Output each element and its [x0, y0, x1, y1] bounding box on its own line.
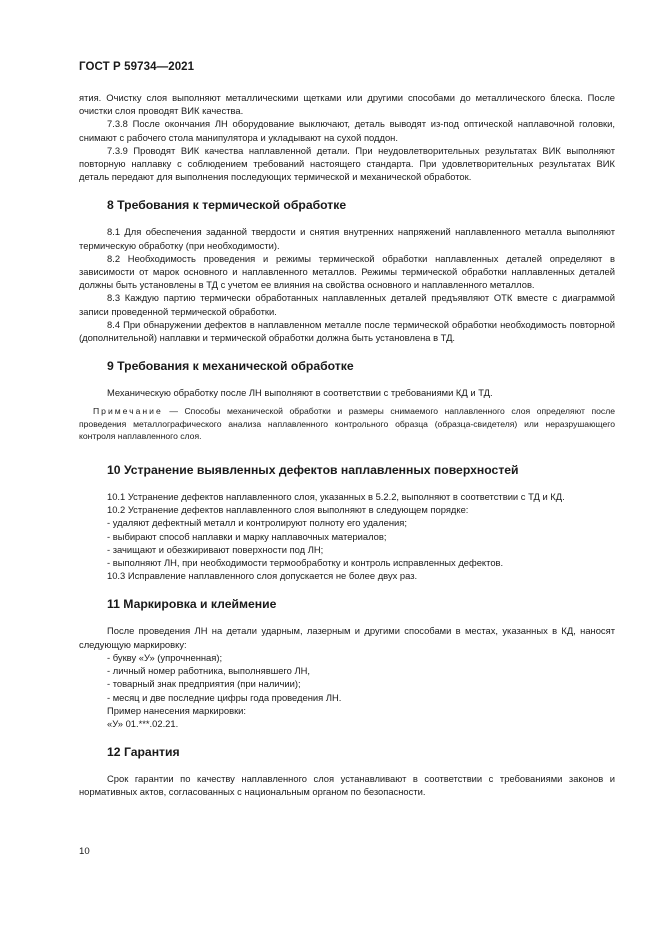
list-item: - выполняют ЛН, при необходимости термообработку и контроль исправленных дефектов.: [107, 557, 504, 569]
list-item: - зачищают и обезжиривают поверхности под ЛН;: [107, 543, 324, 555]
section-heading-8: 8 Требования к термической обработке: [107, 198, 347, 213]
paragraph-8-1: 8.1 Для обеспечения заданной твердости и снятия внутренних напряжений наплавленного металла выполняют термическую обработку (при необходимости).: [79, 226, 615, 251]
page-number: 10: [79, 846, 90, 857]
paragraph-9: Механическую обработку после ЛН выполняют в соответствии с требованиями КД и ТД.: [107, 387, 493, 399]
list-item: - удаляют дефектный металл и контролируют полноту его удаления;: [107, 517, 407, 529]
paragraph: ятия. Очистку слоя выполняют металлическими щетками или другими способами до металлического блеска. После очистки слоя проводят ВИК качества.: [79, 92, 615, 117]
paragraph-7-3-9: 7.3.9 Проводят ВИК качества наплавленной детали. При неудовлетворительных результатах ВИК выполняют повторную наплавку с соблюдением требований настоящего стандарта. При удовлетворительных результатах ВИК деталь передают для выполнения последующих термической и механической обработок.: [79, 144, 615, 183]
section-heading-11: 11 Маркировка и клеймение: [107, 597, 277, 612]
paragraph-10-1: 10.1 Устранение дефектов наплавленного слоя, указанных в 5.2.2, выполняют в соответствии с ТД и КД.: [107, 491, 565, 503]
section-heading-9: 9 Требования к механической обработке: [107, 359, 354, 374]
paragraph-8-4: 8.4 При обнаружении дефектов в наплавленном металле после термической обработки необходимость повторной (дополнительной) наплавки и термической обработки должна быть установлена в ТД.: [79, 318, 615, 344]
paragraph-10-2: 10.2 Устранение дефектов наплавленного слоя выполняют в следующем порядке:: [107, 504, 469, 516]
paragraph-11: После проведения ЛН на детали ударным, лазерным и другими способами в местах, указанных в КД, наносят следующую маркировку:: [79, 625, 615, 650]
list-item: - выбирают способ наплавки и марку наплавочных материалов;: [107, 530, 387, 542]
list-item: - товарный знак предприятия (при наличии);: [107, 678, 301, 690]
document-body: [79, 91, 615, 799]
paragraph-12: Срок гарантии по качеству наплавленного слоя устанавливают в соответствии с требованиями законов и нормативных актов, согласованных с национальным органом по безопасности.: [79, 773, 615, 798]
note-label: Примечание: [93, 406, 163, 417]
note-text: — Способы механической обработки и размеры снимаемого наплавленного слоя определяют после проведения металлографического анализа наплавленного контрольного образца (образца-свидетеля) или неразрушающего контроля наплавленного слоя.: [79, 406, 615, 441]
section-heading-12: 12 Гарантия: [107, 745, 180, 760]
document-header: ГОСТ Р 59734—2021: [79, 61, 195, 73]
example-label: Пример нанесения маркировки:: [107, 704, 247, 716]
list-item: - месяц и две последние цифры года проведения ЛН.: [107, 691, 342, 703]
note: [79, 405, 615, 442]
paragraph-10-3: 10.3 Исправление наплавленного слоя допускается не более двух раз.: [107, 570, 418, 582]
list-item: - букву «У» (упрочненная);: [107, 651, 223, 663]
paragraph-8-3: 8.3 Каждую партию термически обработанных наплавленных деталей предъявляют ОТК вместе с диаграммой записи проведенной термической обработки.: [79, 292, 615, 317]
list-item: - личный номер работника, выполнявшего ЛН,: [107, 665, 310, 677]
paragraph-8-2: 8.2 Необходимость проведения и режимы термической обработки наплавленных деталей определяют в зависимости от марок основного и наплавленного металлов. Режимы термической обработки наплавленных деталей должны быть установлены в ТД с учетом ее влияния на свойства основного и наплавленного металлов.: [79, 252, 615, 291]
paragraph-7-3-8: 7.3.8 После окончания ЛН оборудование выключают, деталь выводят из-под оптической наплавочной головки, снимают с рабочего стола манипулятора и укладывают на сухой поддон.: [79, 118, 615, 143]
section-heading-10: 10 Устранение выявленных дефектов наплавленных поверхностей: [107, 463, 519, 478]
marking-example: «У» 01.***.02.21.: [107, 717, 179, 729]
